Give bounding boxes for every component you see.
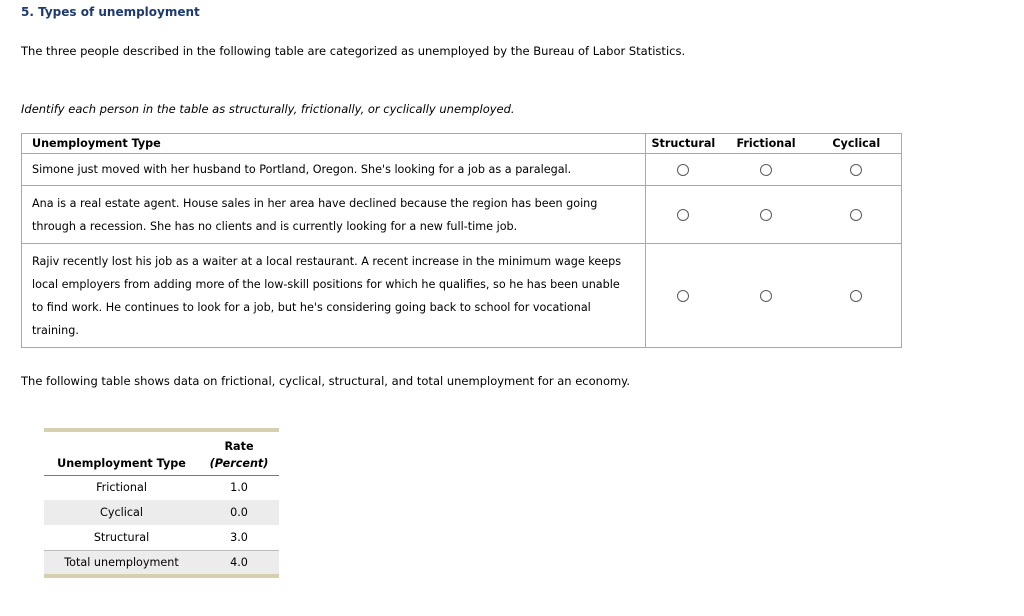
classification-table [21, 133, 902, 348]
description-line: local employers from adding more of the low-skill positions for which he qualifies, so he has been unable [32, 277, 620, 291]
total-row [44, 550, 279, 576]
unemployment-type-column-header: Unemployment Type [44, 453, 199, 475]
rajiv-structural-radio[interactable] [677, 290, 689, 302]
description-line: Rajiv recently lost his job as a waiter at a local restaurant. A recent increase in the minimum wage keeps [32, 254, 622, 268]
person-row-rajiv [22, 244, 902, 348]
table-row [44, 525, 279, 550]
instruction-text: Identify each person in the table as structurally, frictionally, or cyclically unemployed. [21, 102, 515, 116]
table-row [44, 475, 279, 500]
frictional-label: Frictional [96, 481, 147, 495]
total-label: Total unemployment [44, 550, 199, 576]
simone-description [22, 154, 646, 186]
ana-frictional-radio[interactable] [760, 209, 772, 221]
ana-description [22, 186, 646, 244]
ana-structural-radio[interactable] [677, 209, 689, 221]
cyclical-label: Cyclical [44, 500, 199, 525]
data-table-intro: The following table shows data on frictional, cyclical, structural, and total unemployment for an economy. [21, 374, 631, 388]
unemployment-type-header: Unemployment Type [22, 134, 646, 154]
rajiv-frictional-radio[interactable] [760, 290, 772, 302]
cyclical-column-header: Cyclical [812, 134, 902, 154]
structural-rate: 3.0 [230, 530, 248, 544]
simone-structural-radio[interactable] [677, 164, 689, 176]
structural-column-header: Structural [646, 134, 721, 154]
cyclical-rate: 0.0 [199, 500, 279, 525]
description-line: through a recession. She has no clients and is currently looking for a new full-time job. [32, 219, 518, 233]
description-line: Simone just moved with her husband to Portland, Oregon. She's looking for a job as a paralegal. [32, 163, 572, 176]
table-row [44, 500, 279, 525]
rate-header: Rate [224, 440, 254, 453]
rajiv-cyclical-radio[interactable] [850, 290, 862, 302]
ana-cyclical-radio[interactable] [850, 209, 862, 221]
unemployment-data-table [44, 428, 279, 578]
question-title: 5. Types of unemployment [21, 5, 200, 19]
simone-cyclical-radio[interactable] [850, 164, 862, 176]
simone-frictional-radio[interactable] [760, 164, 772, 176]
description-line: to find work. He continues to look for a job, but he's considering going back to school for vocational [32, 300, 591, 314]
person-row-ana [22, 186, 902, 244]
frictional-column-header: Frictional [721, 134, 812, 154]
total-rate: 4.0 [199, 550, 279, 576]
structural-label: Structural [93, 530, 150, 544]
person-row-simone [22, 154, 902, 186]
frictional-rate: 1.0 [230, 481, 248, 495]
percent-header: (Percent) [199, 453, 279, 475]
rajiv-description [22, 244, 646, 348]
empty-header-cell [44, 430, 199, 453]
description-line: Ana is a real estate agent. House sales in her area have declined because the region has been going [32, 196, 598, 210]
description-line: training. [32, 323, 79, 337]
intro-text: The three people described in the following table are categorized as unemployed by the Bureau of Labor Statistics. [21, 44, 686, 58]
